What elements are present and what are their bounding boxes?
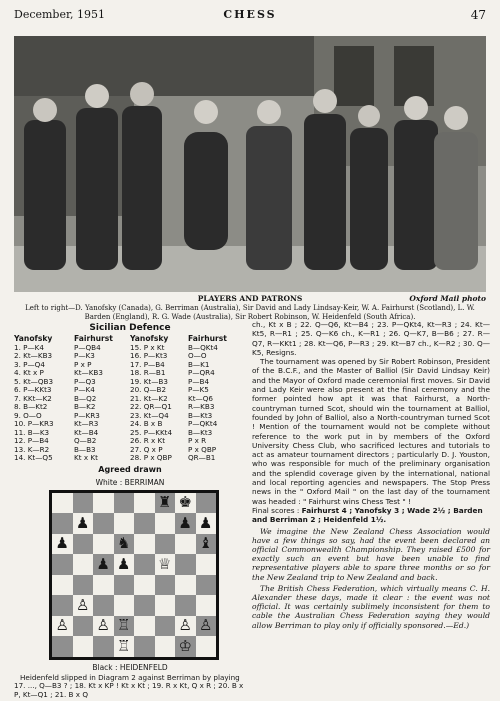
chess-piece-icon: ♔ (178, 636, 192, 655)
board-square (196, 575, 217, 596)
editorial-paragraph: The British Chess Federation, which virtually means C. H. Alexander these days, made it clear : the event was not official. It was certainly sublimely inconsistent for them to cable the Australian Chess Federation saying they would allow Berriman to play only if officially sponsored.—Ed.) (252, 583, 490, 630)
move-text: 2. Kt—KB3 (14, 352, 53, 360)
move-row (14, 395, 246, 404)
board-square (93, 513, 114, 534)
board-square (52, 595, 73, 616)
move-row (14, 429, 246, 438)
move-text: Kt—R3 (74, 420, 99, 428)
board-square (93, 636, 114, 657)
game-result: Agreed drawn (98, 464, 162, 474)
board-square (196, 554, 217, 575)
chess-piece-icon: ♟ (117, 554, 131, 573)
player-header: Fairhurst (188, 335, 227, 343)
chess-piece-icon: ♞ (117, 534, 131, 553)
board-square (114, 513, 135, 534)
chess-piece-icon: ♕ (158, 554, 172, 573)
chess-piece-icon: ♝ (199, 534, 213, 553)
board-square (155, 616, 176, 637)
group-photo-image (14, 36, 486, 292)
photo-credit: Oxford Mail photo (409, 294, 486, 303)
move-text: Q—B2 (74, 437, 97, 445)
board-square (175, 513, 196, 534)
board-square (196, 534, 217, 555)
page-number: 47 (470, 8, 486, 22)
move-text: B—QKt4 (188, 343, 218, 352)
board-square (175, 636, 196, 657)
board-square (155, 636, 176, 657)
board-square (52, 554, 73, 575)
board-square (114, 636, 135, 657)
board-square (73, 636, 94, 657)
board-square (52, 534, 73, 555)
board-square (114, 575, 135, 596)
board-square (134, 554, 155, 575)
board-square (196, 616, 217, 637)
move-text: B—K1 (188, 360, 210, 369)
move-text: B—Kt3 (188, 428, 213, 437)
move-row (14, 361, 246, 370)
game-score-header (14, 335, 246, 344)
move-text: P x R (188, 437, 207, 445)
chess-piece-icon: ♖ (117, 616, 131, 635)
board-square (114, 534, 135, 555)
board-square (114, 493, 135, 514)
chess-piece-icon: ♖ (117, 636, 131, 655)
opening-name: Sicilian Defence (89, 323, 171, 333)
move-list (14, 344, 246, 463)
move-text: 19. Kt—B3 (130, 377, 168, 386)
move-row (14, 378, 246, 387)
photo-caption-title-line (14, 294, 486, 303)
editorial-paragraph: We imagine the New Zealand Chess Association would have a few things so say, had the event been declared an official Commonwealth Championship. They raised £500 for exactly such an event but have been unable to find representative players able to spare three months or so for the New Zealand trip to New Zealand and back. (252, 526, 490, 582)
board-square (175, 554, 196, 575)
move-text: P—KR3 (74, 411, 100, 420)
board-square (175, 595, 196, 616)
board-square (196, 493, 217, 514)
move-text: Kt—Q6 (188, 394, 213, 403)
move-text: P—K4 (74, 386, 95, 394)
magazine-title: CHESS (223, 8, 277, 21)
board-square (155, 513, 176, 534)
move-text: P x QBP (188, 445, 217, 454)
board-square (93, 534, 114, 555)
move-text: P—QKt4 (188, 420, 218, 428)
board-square (175, 534, 196, 555)
move-row (14, 403, 246, 412)
board-square (114, 554, 135, 575)
chess-piece-icon: ♟ (178, 513, 192, 532)
final-scores-text: Fairhurst 4 ; Yanofsky 3 ; Wade 2½ ; Barden and Berriman 2 ; Heidenfeld 1½. (252, 505, 483, 525)
issue-date: December, 1951 (14, 8, 106, 21)
board-square (93, 616, 114, 637)
move-row (14, 446, 246, 455)
move-text: P—K3 (74, 352, 95, 360)
move-text: 28. P x QBP (130, 454, 172, 462)
move-text: 3. P—Q4 (14, 360, 45, 369)
board-square (73, 595, 94, 616)
board-square (52, 636, 73, 657)
chess-piece-icon: ♚ (178, 493, 192, 512)
game-moves-continuation: ch., Kt x B ; 22. Q—Q6, Kt—B4 ; 23. P—QKt4, Kt—R3 ; 24. Kt—Kt5, R—R1 ; 25. Q—K6 ch., K—R1 ; 26. Q—K7, B—B6 ; 27. R—Q7, R—KKt1 ; 28. Kt—Q6, P—R3 ; 29. Kt—B7 ch., K—R2 ; 30. Q—K5, Resigns. (252, 320, 490, 357)
chess-diagram (49, 490, 219, 660)
move-text: B—Kt3 (188, 411, 213, 420)
move-text: 20. Q—B2 (130, 386, 167, 394)
move-row (14, 352, 246, 361)
board-square (52, 493, 73, 514)
move-text: B—Q2 (74, 394, 97, 403)
board-square (196, 636, 217, 657)
board-square (134, 636, 155, 657)
page-header (14, 8, 486, 26)
chess-piece-icon: ♙ (178, 616, 192, 635)
move-row (14, 420, 246, 429)
final-scores (252, 506, 490, 525)
board-square (114, 616, 135, 637)
move-text: 14. Kt—Q5 (14, 454, 53, 462)
move-row (14, 454, 246, 463)
move-text: 8. B—Kt2 (14, 403, 48, 411)
move-text: P x P (74, 360, 92, 369)
board-square (134, 534, 155, 555)
move-text: 7. KKt—K2 (14, 394, 52, 403)
move-text: Kt—KB3 (74, 369, 103, 377)
board-square (155, 554, 176, 575)
move-text: 13. K—R2 (14, 445, 50, 454)
photo-caption-title: PLAYERS AND PATRONS (197, 294, 303, 303)
board-square (93, 595, 114, 616)
move-text: P—QR4 (188, 369, 215, 377)
move-text: 23. Kt—Q4 (130, 411, 169, 420)
left-column (14, 323, 246, 699)
board-square (73, 513, 94, 534)
board-square (196, 513, 217, 534)
move-text: 25. P—KKt4 (130, 428, 173, 437)
board-square (175, 616, 196, 637)
right-column (252, 320, 490, 630)
move-text: O—O (188, 352, 207, 360)
board-square (155, 534, 176, 555)
board-square (93, 493, 114, 514)
diagram-caption: Heidenfeld slipped in Diagram 2 against Berriman by playing 17. ..., Q—B3 ? ; 18. Kt x KP ! Kt x Kt ; 19. R x Kt, Q x R ; 20. B x P, Kt—Q1 ; 21. B x Q (14, 672, 244, 699)
move-text: 4. Kt x P (14, 369, 44, 377)
player-header: Fairhurst (74, 335, 113, 343)
move-text: 27. Q x P (130, 445, 163, 454)
board-square (93, 575, 114, 596)
board-square (155, 493, 176, 514)
move-text: 21. Kt—K2 (130, 394, 168, 403)
white-player-label: White : BERRIMAN (95, 477, 165, 487)
move-text: P—QB4 (74, 343, 101, 352)
chess-piece-icon: ♟ (199, 513, 213, 532)
move-text: P—Q3 (74, 377, 96, 386)
board-square (114, 595, 135, 616)
board-square (134, 493, 155, 514)
board-square (73, 575, 94, 596)
chess-piece-icon: ♜ (158, 493, 172, 512)
move-text: B—B3 (74, 445, 96, 454)
move-text: QR—B1 (188, 454, 216, 462)
board-square (52, 575, 73, 596)
chess-piece-icon: ♟ (55, 534, 69, 553)
move-text: 15. P x Kt (130, 343, 165, 352)
move-text: Kt—B4 (74, 428, 99, 437)
move-text: 24. B x B (130, 420, 163, 428)
photo-caption: Left to right—D. Yanofsky (Canada), G. Berriman (Australia), Sir David and Lady Lindsay-Keir, W. A. Fairhurst (Scotland), L. W. Barden (England), R. G. Wade (Australia), Sir Robert Robinson, W. Heidenfeld (South Africa). (25, 304, 475, 321)
board-square (134, 513, 155, 534)
board-square (196, 595, 217, 616)
move-text: Kt x Kt (74, 454, 98, 462)
game-score (14, 335, 246, 463)
board-square (175, 493, 196, 514)
board-square (93, 554, 114, 575)
move-text: P—B4 (188, 377, 210, 386)
chess-piece-icon: ♟ (96, 554, 110, 573)
group-photo (14, 36, 486, 292)
move-text: 11. B—K3 (14, 428, 50, 437)
article-paragraph: The tournament was opened by Sir Robert Robinson, President of the B.C.F., and the Master of Balliol (Sir David Lindsay Keir) and the Mayor of Oxford made ceremonial first moves. Sir David and Lady Keir were also present at the final ceremony and the former pointed how apt it was that Fairhurst, a North-countryman turned Scot, should win the tournament at Balliol, founded by John of Balliol, also a North-countryman turned Scot ! Mention of the tournament would not be complete without reference to the work put in by members of the Oxford University Chess Club, who sacrificed lectures and tutorials to act as amateur tournament directors ; particularly D. J. Youston, who was responsible for much of the preliminary organisation and the splendid coverage given by the international, national and local reporting agencies and newspapers. The Stop Press news in the " Oxford Mail " on the last day of the tournament was headed : " Fairhurst wins Chess Test " ! (252, 357, 490, 506)
chess-piece-icon: ♙ (199, 616, 213, 635)
move-text: 16. P—Kt3 (130, 352, 168, 360)
move-text: 5. Kt—QB3 (14, 377, 54, 386)
move-text: 22. QR—Q1 (130, 403, 172, 411)
move-row (14, 386, 246, 395)
move-row (14, 412, 246, 421)
board-square (73, 534, 94, 555)
player-header: Yanofsky (130, 335, 169, 343)
player-header: Yanofsky (14, 335, 53, 343)
board-square (52, 513, 73, 534)
board-square (134, 616, 155, 637)
move-text: 9. O—O (14, 411, 42, 420)
move-text: 26. R x Kt (130, 437, 166, 445)
board-square (134, 595, 155, 616)
move-text: 12. P—B4 (14, 437, 49, 445)
board-square (175, 575, 196, 596)
move-text: B—K2 (74, 403, 96, 411)
move-text: 17. P—B4 (130, 360, 165, 369)
board-square (73, 493, 94, 514)
black-player-label: Black : HEIDENFELD (92, 662, 168, 672)
chess-piece-icon: ♟ (76, 513, 90, 532)
board-square (73, 616, 94, 637)
move-text: R—KB3 (188, 403, 215, 411)
board-square (155, 595, 176, 616)
chess-piece-icon: ♙ (76, 595, 90, 614)
board-square (134, 575, 155, 596)
move-row (14, 369, 246, 378)
move-text: 18. R—B1 (130, 369, 166, 377)
move-row (14, 437, 246, 446)
chess-piece-icon: ♙ (96, 616, 110, 635)
board-square (73, 554, 94, 575)
move-text: 10. P—KR3 (14, 420, 54, 428)
move-row (14, 344, 246, 353)
move-text: P—K5 (188, 386, 209, 394)
board-square (155, 575, 176, 596)
board-square (52, 616, 73, 637)
move-text: 6. P—KKt3 (14, 386, 52, 394)
chess-piece-icon: ♙ (55, 616, 69, 635)
final-scores-label: Final scores : (252, 505, 300, 515)
move-text: 1. P—K4 (14, 343, 44, 352)
